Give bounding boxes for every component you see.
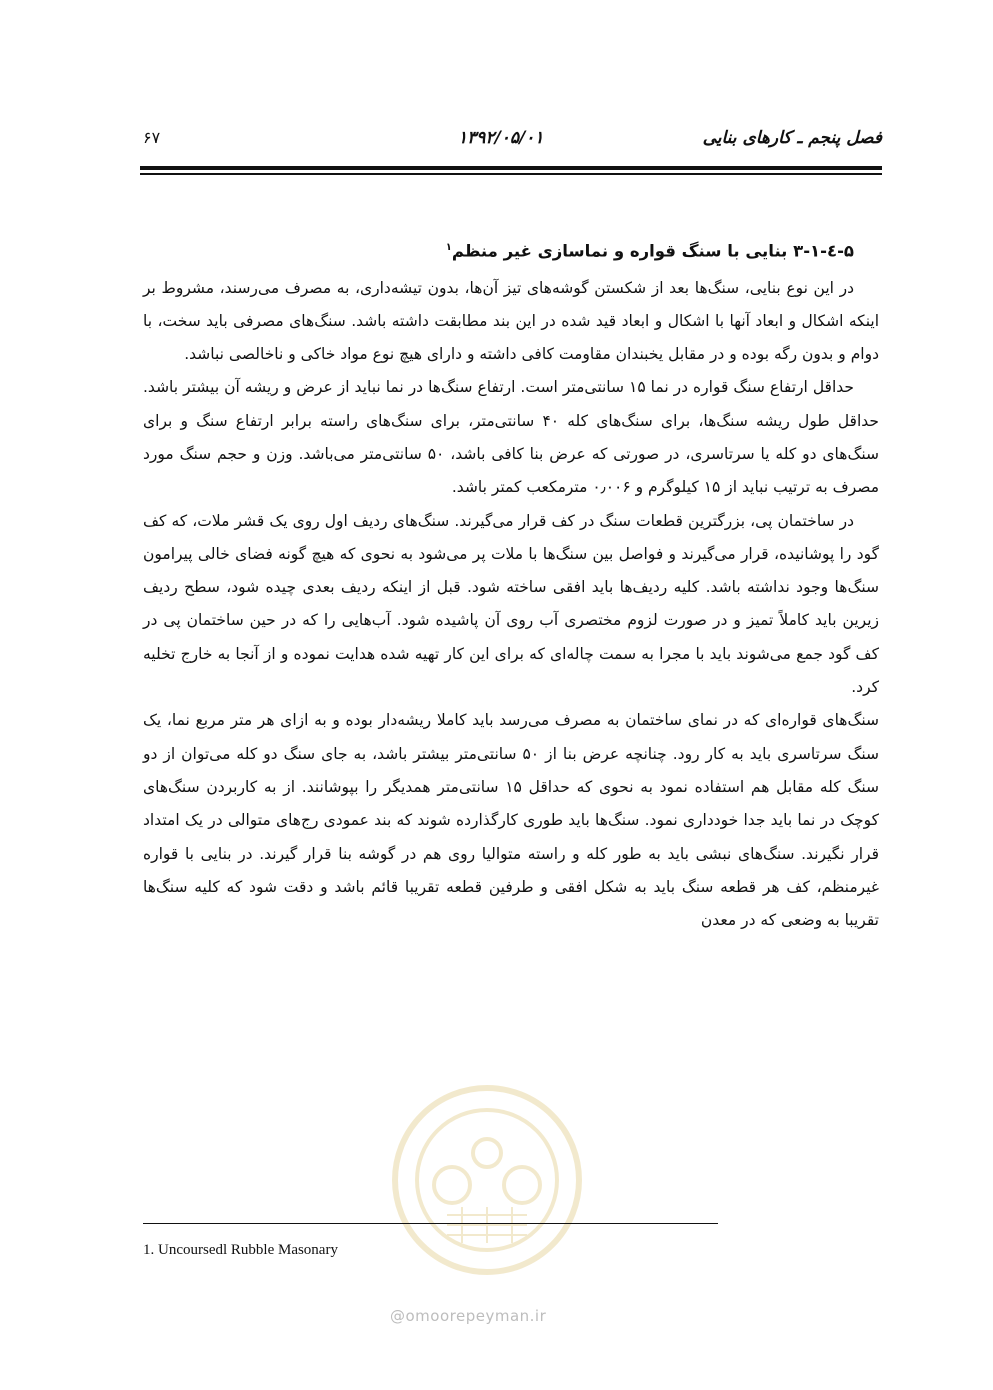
watermark-logo-icon (372, 1075, 602, 1305)
chapter-title: فصل پنجم ـ کارهای بنایی (702, 128, 882, 148)
paragraph-4: سنگ‌های قواره‌ای که در نمای ساختمان به مصرف می‌رسد باید کاملا ریشه‌دار بوده و به ازای هر متر مربع نما، یک سنگ سرتاسری باید به کار رود. چنانچه عرض بنا از ۵۰ سانتی‌متر بیشتر باشد، به جای سنگ دو کله می‌توان از دو سنگ کله مقابل هم استفاده نمود به نحوی که حداقل ۱۵ سانتی‌متر همدیگر را بپوشانند. از به کاربردن سنگ‌های کوچک در نما باید جدا خودداری نمود. سنگ‌ها باید طوری کارگذارده شوند که بند عمودی رج‌های متوالی در یک امتداد قرار نگیرند. سنگ‌های نبشی باید به طور کله و راسته متوالیا روی هم در گوشه بنا قرار گیرند. در بنایی با قواره غیرمنظم، کف هر قطعه سنگ باید به شکل افقی و طرفین قطعه تقریبا قائم باشد و دقت شود که کلیه سنگ‌ها تقریبا به وضعی که در معدن (143, 711, 879, 930)
footnote-ref[interactable]: ۱ (445, 242, 452, 253)
page-header (140, 128, 882, 160)
section-title-text: ۵-٤-۳-۱ بنایی با سنگ قواره و نماسازی غیر منظم (451, 241, 854, 261)
header-date: ۱۳۹۲/۰۵/۰۱ (458, 128, 544, 148)
page-number: ۶۷ (143, 128, 161, 147)
footnote: 1. Uncoursedl Rubble Masonary (143, 1242, 338, 1258)
paragraph-3: در ساختمان پی، بزرگترین قطعات سنگ در کف قرار می‌گیرند. سنگ‌های ردیف اول روی یک قشر ملات، که کف گود را پوشانیده، قرار می‌گیرند و فواصل بین سنگ‌ها با ملات پر می‌شود به نحوی که هیچ گونه فضای خالی پیرامون سنگ‌ها وجود نداشته باشد. کلیه ردیف‌ها باید افقی ساخته شود. قبل از اینکه ردیف بعدی چیده شود، سطح ردیف زیرین باید کاملاً تمیز و در صورت لزوم مختصری آب روی آن پاشیده شود. آب‌هایی را که در حین ساختمان پی در کف گود جمع می‌شوند باید با مجرا به سمت چاله‌ای که برای این کار تهیه شده هدایت نموده و از آنجا به خارج تخلیه کرد. (143, 511, 879, 697)
paragraph-1: در این نوع بنایی، سنگ‌ها بعد از شکستن گوشه‌های تیز آن‌ها، بدون تیشه‌داری، به مصرف می‌رسند، مشروط بر اینکه اشکال و ابعاد آنها با اشکال و ابعاد قید شده در این بند مطابقت داشته باشد. سنگ‌های مصرفی باید سخت، با دوام و بدون رگه بوده و در مقابل یخبندان مقاومت کافی داشته و دارای هیچ نوع مواد خاکی و ناخالصی نباشد. (143, 278, 879, 364)
header-rule-thin (140, 173, 882, 175)
main-content (143, 228, 879, 937)
watermark-text: @omoorepeyman.ir (390, 1307, 547, 1325)
section-title (143, 228, 879, 272)
footnote-rule (143, 1223, 718, 1224)
header-rule-thick (140, 166, 882, 170)
paragraph-2: حداقل ارتفاع سنگ قواره در نما ۱۵ سانتی‌متر است. ارتفاع سنگ‌ها در نما نباید از عرض و ریشه آن بیشتر باشد. حداقل طول ریشه سنگ‌ها، برای سنگ‌های کله ۴۰ سانتی‌متر، برای سنگ‌های راسته برابر ارتفاع سنگ و برای سنگ‌های دو کله یا سرتاسری، در صورتی که عرض بنا کافی باشد، ۵۰ سانتی‌متر می‌باشد. وزن و حجم سنگ مورد مصرف به ترتیب نباید از ۱۵ کیلوگرم و ۰٫۰۰۶ مترمکعب کمتر باشد. (143, 378, 879, 497)
